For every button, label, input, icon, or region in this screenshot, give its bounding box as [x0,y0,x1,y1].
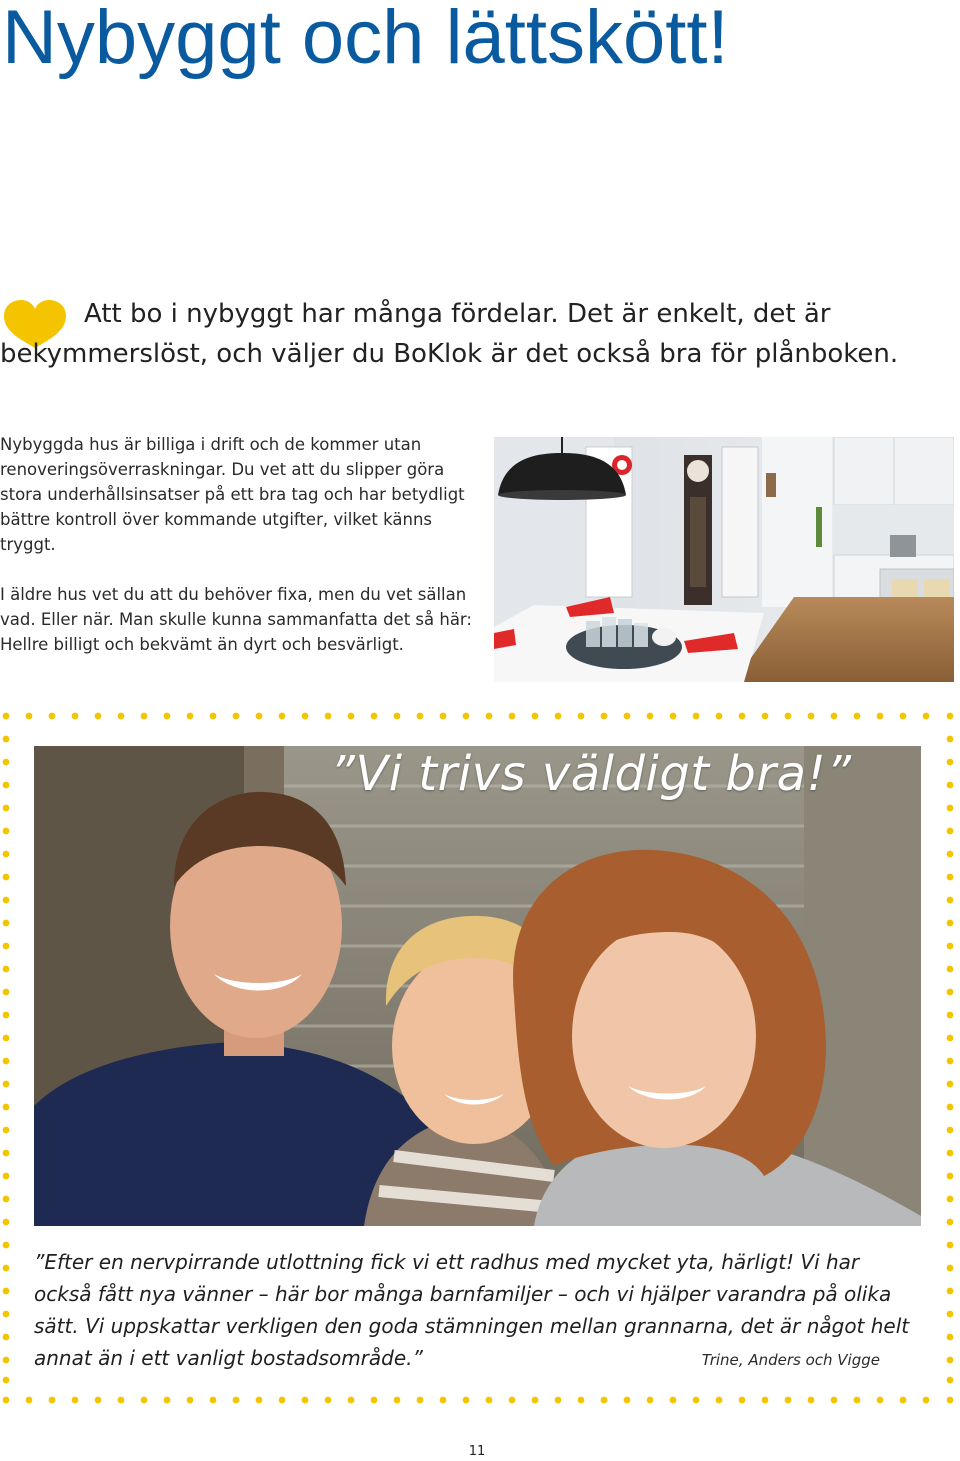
intro-text: Att bo i nybyggt har många fördelar. Det är enkelt, det är bekymmerslöst, och väljer du BoKlok är det också bra för plånboken. [0,299,899,369]
body-paragraph: Nybyggda hus är billiga i drift och de kommer utan renoveringsöverraskningar. Du vet att du slipper göra stora underhållsinsatser på ett bra tag och har betydligt bättre kontroll över kommande utgifter, vilket känns tryggt. [0,435,465,554]
family-photo [34,746,921,1226]
quote-attribution: Trine, Anders och Vigge [701,1351,880,1369]
testimonial-box [0,704,960,1414]
body-paragraph: I äldre hus vet du att du behöver fixa, men du vet sällan vad. Eller när. Man skulle kunna sammanfatta det så här: Hellre billigt och bekvämt än dyrt och besvärligt. [0,585,472,654]
quote-text: ”Efter en nervpirrande utlottning fick vi ett radhus med mycket yta, härligt! Vi har också fått nya vänner – här bor många barnfamiljer – och vi hjälper varandra på olika sätt. Vi uppskattar verkligen den goda stämningen mellan grannarna, det är något helt annat än i ett vanligt bostadsområde.” [34,1250,910,1370]
page-number: 11 [468,1444,486,1459]
page-title: Nybyggt och lättskött! [2,0,729,80]
kitchen-photo [494,437,954,682]
body-text [0,432,476,682]
testimonial-headline: ”Vi trivs väldigt bra!” [330,746,852,802]
testimonial-quote [34,1246,914,1376]
